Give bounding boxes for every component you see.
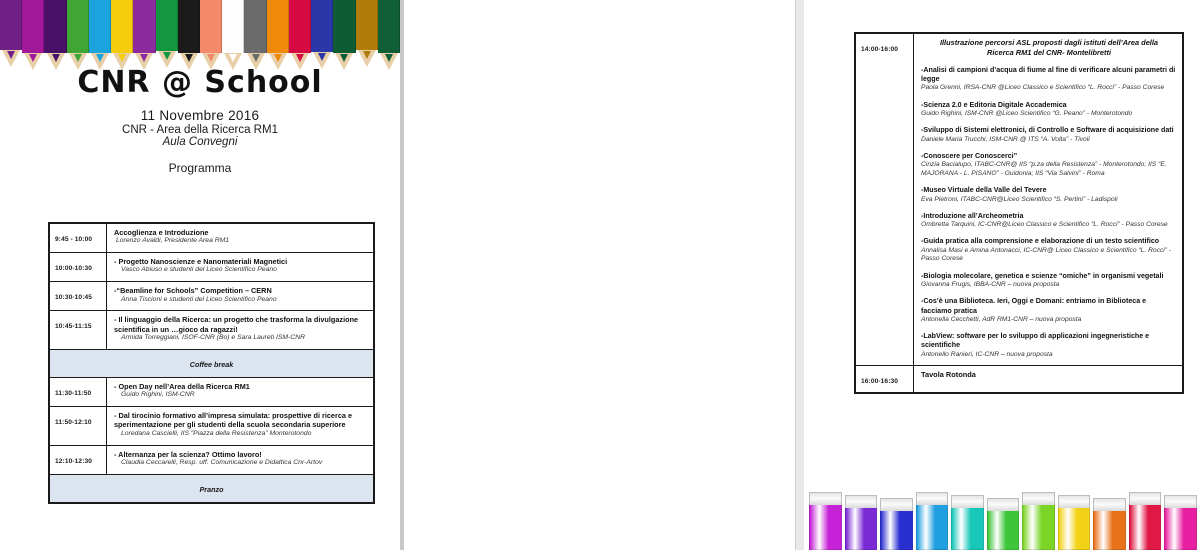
- event-speaker: Vasco Abiuso e studenti del Liceo Scientifico Peano: [121, 266, 277, 274]
- project-title: -Museo Virtuale della Valle del Tevere: [921, 186, 1047, 195]
- project-title: -Scienza 2.0 e Editoria Digitale Accademica: [921, 100, 1067, 109]
- project-speaker: Antonello Ranieri, IC-CNR – nuova proposta: [921, 350, 1053, 358]
- row-time: 16:00-16:30: [861, 378, 899, 386]
- scroll-gutter: [795, 0, 804, 550]
- event-speaker: Armida Torreggiani, ISOF-CNR (Bo) e Sara Laureti ISM-CNR: [121, 334, 306, 342]
- row-time: 10:30-10:45: [55, 294, 93, 302]
- row-time-cell: [50, 311, 107, 349]
- schedule-event: [114, 257, 368, 275]
- row-time-cell: [50, 407, 107, 445]
- schedule-event: [114, 315, 368, 342]
- test-tube-9: [1092, 498, 1127, 550]
- project-title: -Sviluppo di Sistemi elettronici, di Controllo e Software di acquisizione dati: [921, 126, 1174, 135]
- asl-project-entry: [921, 212, 1177, 230]
- page-title: CNR @ School: [77, 65, 323, 100]
- pencil-4: [67, 0, 89, 62]
- afternoon-schedule-table: [854, 32, 1184, 394]
- project-speaker: Eva Pietroni, ITABC-CNR@Liceo Scientifico “S. Pertini” - Ladispoli: [921, 195, 1118, 203]
- pencil-16: [333, 0, 355, 62]
- row-time: 9:45 - 10:00: [55, 236, 93, 243]
- schedule-row: [856, 366, 1183, 393]
- schedule-row: [50, 311, 374, 349]
- row-time: 14:00-16:00: [861, 46, 899, 53]
- event-speaker: Claudia Ceccarelli, Resp. uff. Comunicazione e Didattica Cnr-Artov: [121, 458, 323, 466]
- test-tube-1: [808, 492, 843, 550]
- page-left: [0, 0, 400, 550]
- pencil-1: [0, 0, 22, 62]
- pencil-11: [222, 0, 244, 62]
- page-right: [404, 0, 1176, 550]
- row-description-cell: [914, 34, 1183, 366]
- project-title: -Introduzione all’Archeometria: [921, 211, 1024, 220]
- row-description-cell: [107, 445, 374, 474]
- schedule-event: [114, 411, 368, 438]
- pencil-12: [244, 0, 266, 62]
- event-title: - Progetto Nanoscienze e Nanomateriali Magnetici: [114, 257, 288, 267]
- event-title: Tavola Rotonda: [921, 370, 976, 380]
- asl-project-entry: [921, 126, 1177, 144]
- schedule-banner-row: [50, 349, 374, 377]
- title-block: [0, 66, 400, 175]
- test-tube-10: [1128, 492, 1163, 550]
- schedule-event: [114, 450, 368, 468]
- pencil-8: [156, 0, 178, 62]
- event-venue: CNR - Area della Ricerca RM1: [122, 124, 278, 136]
- row-time-cell: [50, 224, 107, 253]
- asl-project-entry: [921, 101, 1177, 119]
- project-speaker: Ombretta Tarquini, IC-CNR@Liceo Classico e Scientifico “L. Rocci” - Passo Corese: [921, 221, 1168, 229]
- test-tube-7: [1021, 492, 1056, 550]
- pencil-15: [311, 0, 333, 62]
- row-time-cell: [856, 366, 914, 393]
- row-time-cell: [50, 445, 107, 474]
- test-tube-5: [950, 495, 985, 550]
- row-time-cell: [856, 34, 914, 366]
- test-tube-6: [986, 498, 1021, 550]
- row-time: 11:50-12:10: [55, 419, 92, 427]
- row-time: 10:45-11:15: [55, 323, 92, 331]
- project-speaker: Guido Righini, ISM-CNR @Liceo Scientifico “G. Peano” - Monterotondo: [921, 109, 1133, 117]
- banner-label: Coffee break: [189, 359, 234, 369]
- event-hall: Aula Convegni: [162, 136, 238, 148]
- test-tube-8: [1057, 495, 1092, 550]
- pencil-2: [22, 0, 44, 62]
- project-speaker: Annalisa Masi e Amina Antonacci, IC-CNR@ Liceo Classico e Scientifico “L. Rocci” - Passo Corese: [921, 246, 1172, 263]
- event-speaker: Loredana Cascielli, IIS “Piazza della Resistenza” Monterotondo: [121, 429, 312, 437]
- row-time-cell: [50, 377, 107, 406]
- row-description-cell: [107, 311, 374, 349]
- event-title: - Open Day nell’Area della Ricerca RM1: [114, 381, 250, 391]
- event-speaker: Lorenzo Avaldi, Presidente Area RM1: [116, 237, 230, 245]
- pencil-3: [44, 0, 66, 62]
- banner-label: Pranzo: [199, 484, 224, 494]
- pencil-17: [356, 0, 378, 62]
- schedule-row: [50, 224, 374, 253]
- row-time-cell: [50, 253, 107, 282]
- test-tubes-banner-image: [808, 478, 1199, 550]
- event-speaker: Anna Tiscioni e studenti del Liceo Scientifico Peano: [121, 295, 277, 303]
- project-speaker: Giovanna Frugis, IBBA-CNR – nuova proposta: [921, 281, 1060, 289]
- section-label-programma: Programma: [168, 161, 232, 175]
- test-tube-2: [844, 495, 879, 550]
- pencil-13: [267, 0, 289, 62]
- project-title: -Conoscere per Conoscerci”: [921, 151, 1018, 160]
- schedule-event: [114, 228, 368, 246]
- row-description-cell: [107, 282, 374, 311]
- asl-project-entry: [921, 272, 1177, 290]
- row-description-cell: [107, 407, 374, 445]
- asl-project-entry: [921, 332, 1177, 359]
- row-time: 12:10-12:30: [55, 457, 93, 465]
- project-title: -LabView: software per lo sviluppo di applicazioni ingegneristiche e scientifiche: [921, 332, 1150, 350]
- schedule-row: [50, 445, 374, 474]
- schedule-row: [50, 282, 374, 311]
- row-time: 11:30-11:50: [55, 389, 92, 397]
- row-time-cell: [50, 282, 107, 311]
- event-title: - Dal tirocinio formativo all’impresa simulata: prospettive di ricerca e sperimentazione per gli studenti della scuola secondaria superiore: [114, 411, 353, 430]
- project-title: -Guida pratica alla comprensione e elaborazione di un testo scientifico: [921, 237, 1160, 246]
- pencil-9: [178, 0, 200, 62]
- asl-project-entry: [921, 152, 1177, 179]
- project-speaker: Cinzia Bacialupo, ITABC-CNR@ IIS “p.za della Resistenza” - Monterotondo; IIS “E. MAJORANA - L. PISANO” - Guidonia; IIS “Via Salvini” - Roma: [921, 161, 1167, 177]
- row-description-cell: [107, 377, 374, 406]
- schedule-event: [114, 286, 368, 304]
- project-title: -Analisi di campioni d’acqua di fiume al fine di verificare alcuni parametri di legge: [921, 65, 1176, 84]
- test-tube-4: [915, 492, 950, 550]
- project-speaker: Daniele Maria Trucchi, ISM-CNR @ ITS “A. Volta” - Tivoli: [921, 135, 1090, 143]
- schedule-banner-row: [50, 474, 374, 502]
- event-title: - Il linguaggio della Ricerca: un progetto che trasforma la divulgazione scientifica in un …gioco da ragazzi!: [114, 315, 359, 334]
- schedule-row: [856, 34, 1183, 366]
- project-title: -Biologia molecolare, genetica e scienze “omiche” in organismi vegetali: [921, 271, 1164, 280]
- test-tube-11: [1163, 495, 1198, 550]
- pencil-6: [111, 0, 133, 62]
- event-speaker: Guido Righini, ISM-CNR: [121, 391, 195, 399]
- asl-section-heading: Illustrazione percorsi ASL proposti dagli istituti dell’Area della Ricerca RM1 del CNR- Montelibretti: [939, 38, 1159, 57]
- pencil-7: [133, 0, 155, 62]
- test-tube-3: [879, 498, 914, 550]
- row-description-cell: [107, 253, 374, 282]
- morning-schedule-table: [48, 222, 375, 504]
- asl-project-entry: [921, 237, 1177, 264]
- pencil-5: [89, 0, 111, 62]
- asl-project-entry: [921, 186, 1177, 204]
- asl-project-entry: [921, 66, 1177, 93]
- colored-pencils-banner-image: [0, 0, 400, 62]
- row-description-cell: [107, 224, 374, 253]
- schedule-row: [50, 253, 374, 282]
- project-title: -Cos’è una Biblioteca. Ieri, Oggi e Domani: entriamo in Biblioteca e facciamo pratica: [921, 297, 1147, 315]
- schedule-row: [50, 377, 374, 406]
- project-speaker: Antonella Cecchetti, AdR RM1-CNR – nuova proposta: [921, 315, 1082, 323]
- schedule-row: [50, 407, 374, 445]
- event-title: - Alternanza per la scienza? Ottimo lavoro!: [114, 449, 262, 459]
- event-title: Accoglienza e Introduzione: [114, 228, 209, 237]
- schedule-event: [114, 382, 368, 400]
- asl-project-entry: [921, 297, 1177, 324]
- page-divider: [400, 0, 404, 550]
- project-speaker: Paola Grenni, IRSA-CNR @Liceo Classico e Scientifico “L. Rocci” - Passo Corese: [921, 84, 1165, 92]
- pencil-14: [289, 0, 311, 62]
- row-description-cell: [914, 366, 1183, 393]
- event-date: 11 Novembre 2016: [140, 108, 260, 123]
- pencil-10: [200, 0, 222, 62]
- row-time: 10:00-10:30: [55, 265, 93, 273]
- event-title: -“Beamline for Schools” Competition – CERN: [114, 286, 272, 296]
- pencil-18: [378, 0, 400, 62]
